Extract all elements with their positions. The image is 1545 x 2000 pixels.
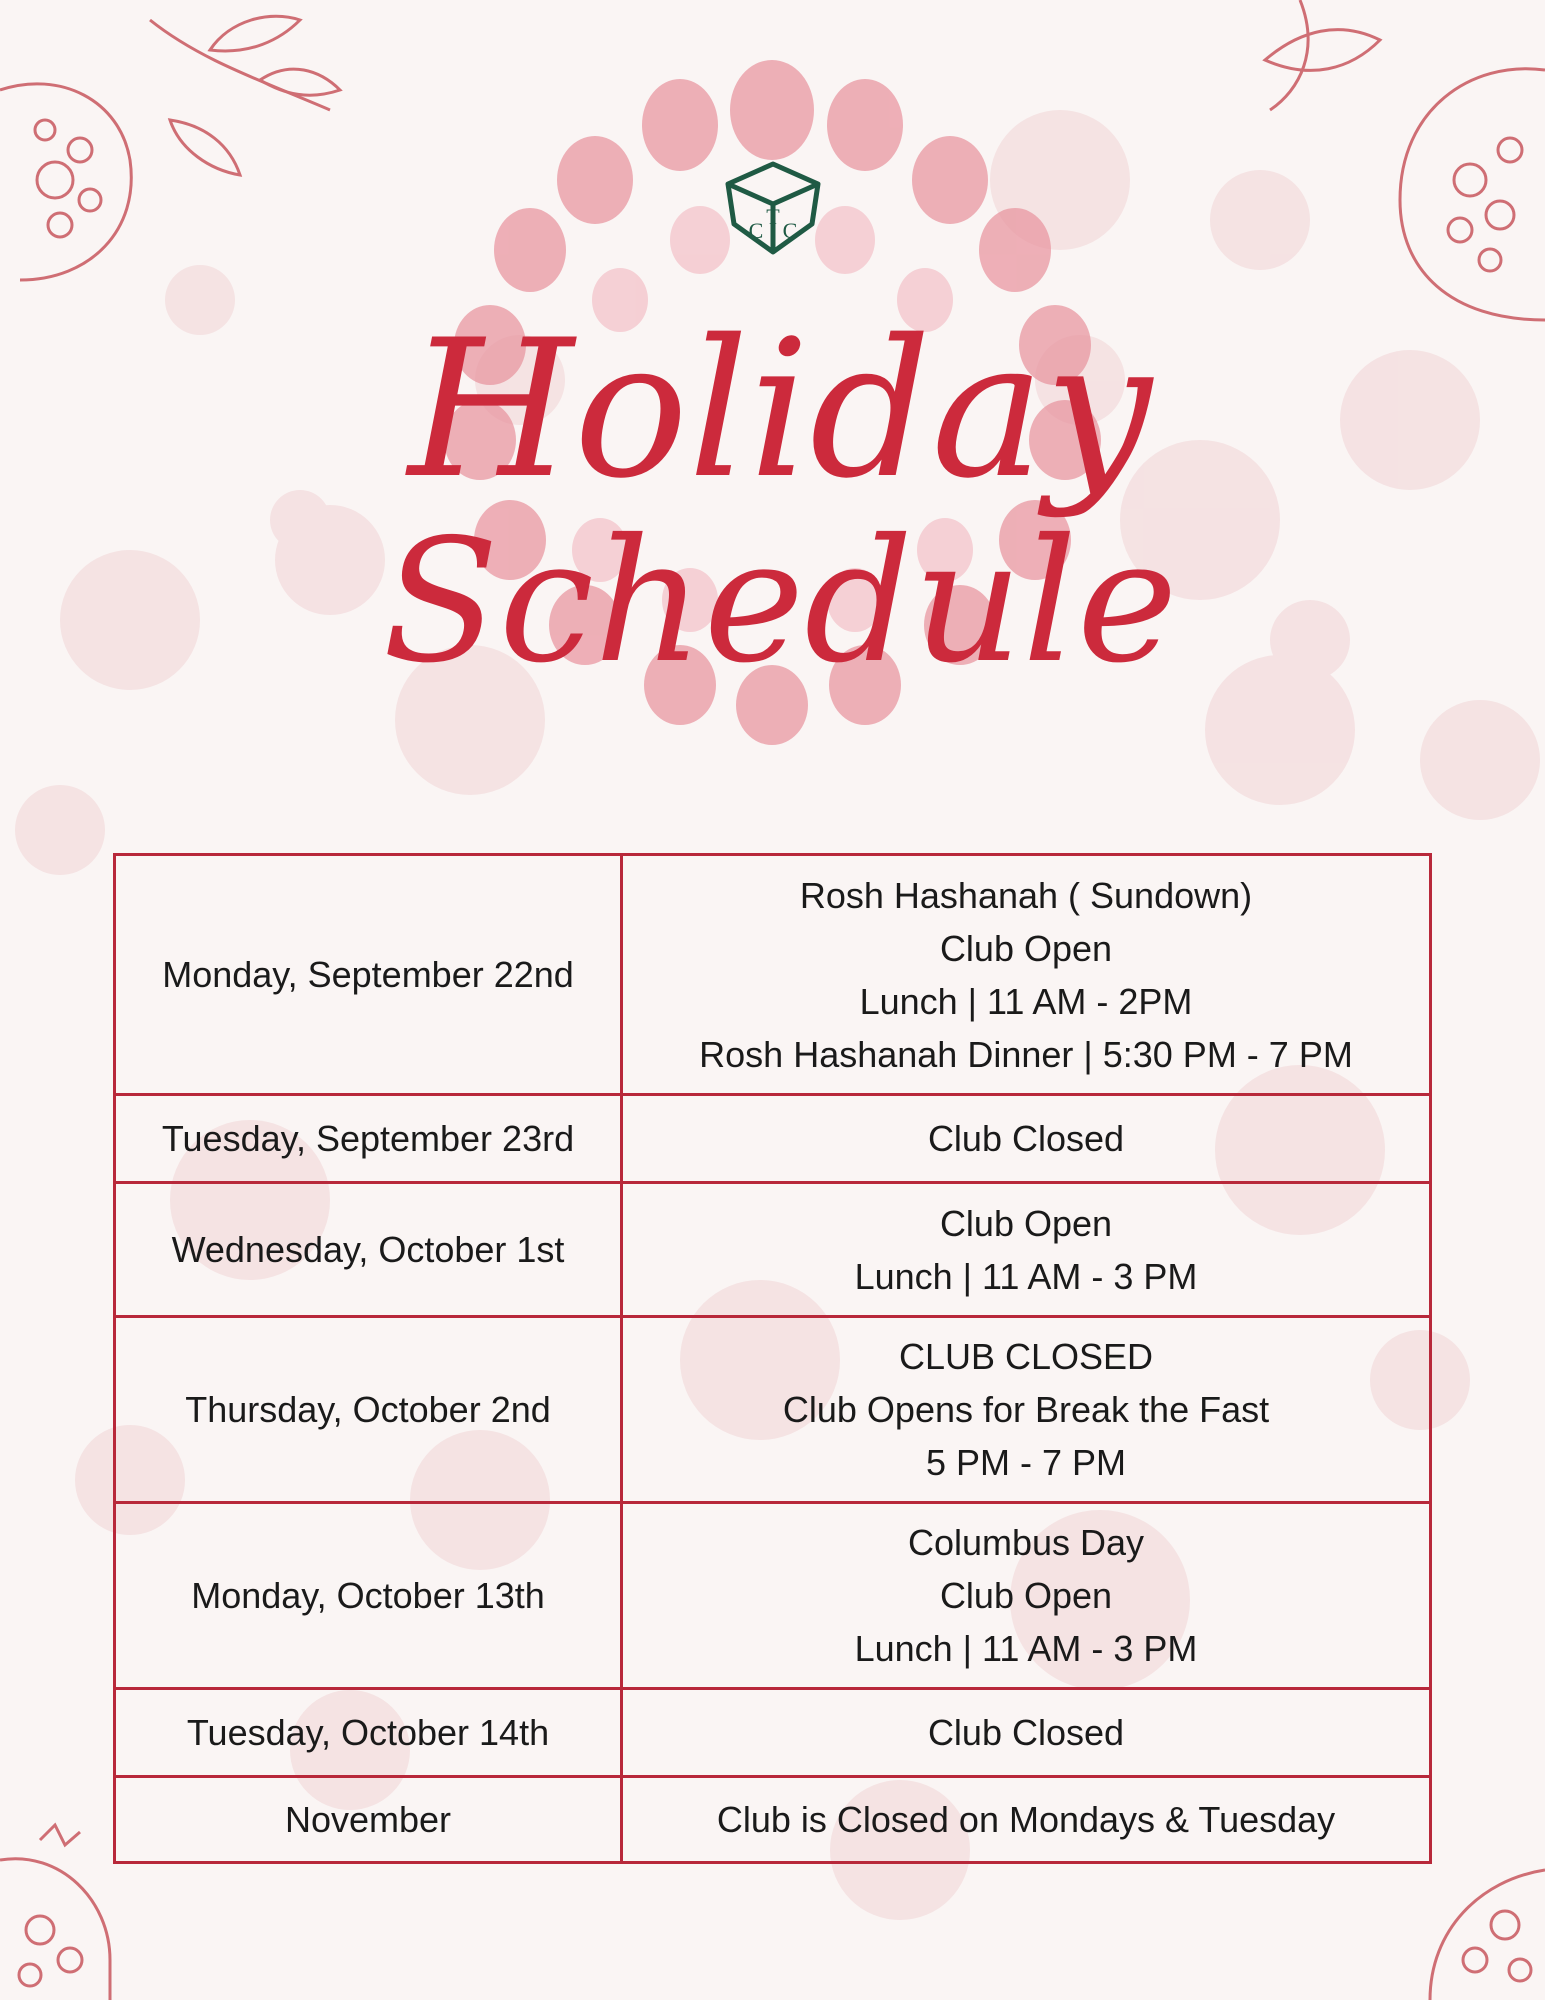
schedule-detail-line: Lunch | 11 AM - 3 PM xyxy=(854,1255,1198,1297)
schedule-detail-line: Club is Closed on Mondays & Tuesday xyxy=(716,1799,1336,1840)
schedule-detail-line: Lunch | 11 AM - 2PM xyxy=(859,980,1193,1022)
schedule-detail-line: Rosh Hashanah Dinner | 5:30 PM - 7 PM xyxy=(699,1033,1353,1075)
title-line-1: Holiday xyxy=(408,299,1152,520)
pomegranate-sketch-bottom-left xyxy=(0,1825,110,2000)
schedule-detail-line: Club Open xyxy=(939,1202,1113,1244)
schedule-detail-line: Lunch | 11 AM - 3 PM xyxy=(854,1628,1198,1669)
schedule-body xyxy=(115,855,1431,1863)
crest-letter-mid: T xyxy=(766,204,780,229)
schedule-date: Wednesday, October 1st xyxy=(115,1183,622,1317)
schedule-details xyxy=(622,1317,1431,1503)
schedule-detail-line: Rosh Hashanah ( Sundown) xyxy=(799,874,1253,916)
schedule-detail-line: Club Open xyxy=(939,927,1113,969)
title-line-2: Schedule xyxy=(382,503,1178,701)
schedule-details xyxy=(622,1183,1431,1317)
schedule-details xyxy=(622,1095,1431,1183)
holiday-schedule-table xyxy=(113,853,1432,1864)
table-row xyxy=(115,855,1431,1095)
table-row xyxy=(115,1317,1431,1503)
schedule-date: Monday, October 13th xyxy=(115,1503,622,1689)
crest-letter-left: C xyxy=(748,218,764,243)
schedule-detail-line: CLUB CLOSED xyxy=(898,1336,1154,1377)
crest-letter-right: C xyxy=(782,218,798,243)
table-row xyxy=(115,1689,1431,1777)
schedule-detail-line: 5 PM - 7 PM xyxy=(925,1442,1127,1483)
schedule-date: Tuesday, September 23rd xyxy=(115,1095,622,1183)
schedule-details xyxy=(622,1689,1431,1777)
table-row xyxy=(115,1183,1431,1317)
schedule-detail-line: Club Open xyxy=(939,1575,1113,1616)
schedule-date: Tuesday, October 14th xyxy=(115,1689,622,1777)
schedule-date: November xyxy=(115,1777,622,1863)
schedule-details xyxy=(622,1503,1431,1689)
table-row xyxy=(115,1503,1431,1689)
page-title xyxy=(0,0,1545,800)
schedule-details xyxy=(622,855,1431,1095)
schedule-detail-line: Columbus Day xyxy=(907,1522,1145,1563)
schedule-details xyxy=(622,1777,1431,1863)
schedule-detail-line: Club Closed xyxy=(927,1712,1125,1753)
schedule-detail-line: Club Closed xyxy=(927,1118,1125,1159)
table-row xyxy=(115,1777,1431,1863)
schedule-detail-line: Club Opens for Break the Fast xyxy=(782,1389,1270,1430)
schedule-date: Monday, September 22nd xyxy=(115,855,622,1095)
pomegranate-sketch-bottom-right xyxy=(1430,1870,1545,2000)
schedule-date: Thursday, October 2nd xyxy=(115,1317,622,1503)
table-row xyxy=(115,1095,1431,1183)
